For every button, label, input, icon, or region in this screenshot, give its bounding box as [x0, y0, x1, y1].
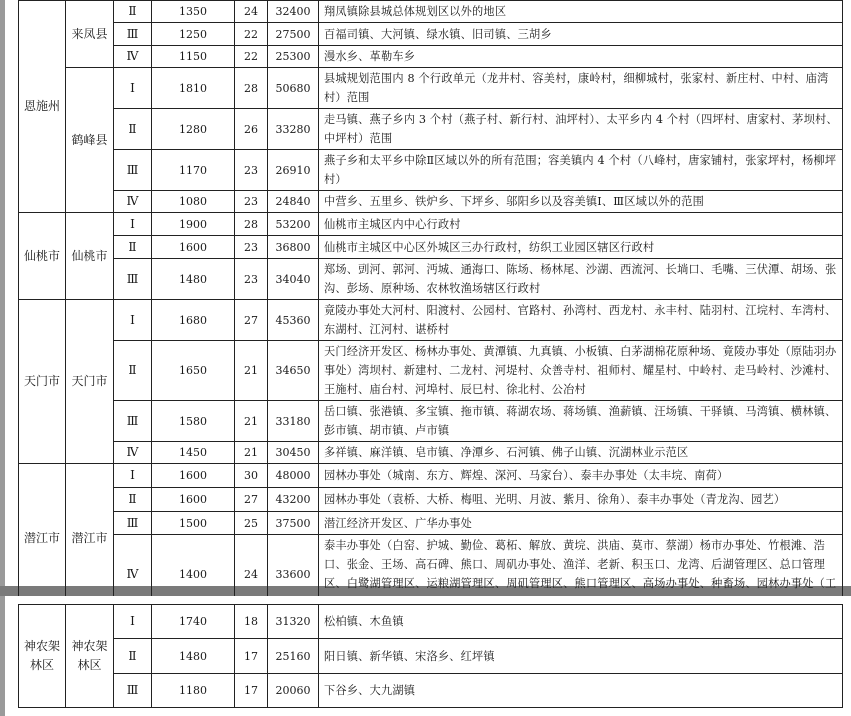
grade-cell: Ⅱ	[114, 488, 152, 512]
table-row	[19, 605, 843, 639]
grade-cell: Ⅳ	[114, 442, 152, 464]
grade-cell: Ⅲ	[114, 259, 152, 300]
standard-cell: 27500	[268, 23, 319, 46]
grade-cell: Ⅲ	[114, 23, 152, 46]
table-row	[19, 23, 843, 46]
standard-cell: 34650	[268, 341, 319, 401]
table-row	[19, 68, 843, 109]
grade-cell: Ⅰ	[114, 300, 152, 341]
county-cell: 天门市	[66, 300, 114, 464]
table-row	[19, 639, 843, 674]
grade-cell: Ⅳ	[114, 46, 152, 68]
multiplier-cell: 23	[235, 150, 268, 191]
standard-cell: 33280	[268, 109, 319, 150]
price-cell: 1600	[152, 488, 235, 512]
area-cell: 天门经济开发区、杨林办事处、黄潭镇、九真镇、小板镇、白茅湖棉花原种场、竟陵办事处（原陆羽办事处）湾坝村、新建村、二龙村、河堤村、众善寺村、祖师村、耀星村、中岭村、走马岭村、沙滩村、王施村、庙台村、河埠村、辰巳村、徐北村、公冶村	[319, 341, 843, 401]
grade-cell: Ⅰ	[114, 213, 152, 236]
multiplier-cell: 18	[235, 605, 268, 639]
area-cell: 竟陵办事处大河村、阳渡村、公园村、官路村、孙湾村、西龙村、永丰村、陆羽村、江垸村、车湾村、东湖村、江河村、谌桥村	[319, 300, 843, 341]
area-cell: 潜江经济开发区、广华办事处	[319, 512, 843, 535]
grade-cell: Ⅱ	[114, 341, 152, 401]
multiplier-cell: 27	[235, 488, 268, 512]
price-cell: 1480	[152, 639, 235, 674]
multiplier-cell: 17	[235, 639, 268, 674]
area-cell: 岳口镇、张港镇、多宝镇、拖市镇、蒋湖农场、蒋场镇、渔薪镇、汪场镇、干驿镇、马湾镇、横林镇、彭市镇、胡市镇、卢市镇	[319, 401, 843, 442]
price-cell: 1450	[152, 442, 235, 464]
standard-cell: 37500	[268, 512, 319, 535]
multiplier-cell: 27	[235, 300, 268, 341]
table-row	[19, 236, 843, 259]
standard-cell: 36800	[268, 236, 319, 259]
table-row	[19, 191, 843, 213]
price-cell: 1180	[152, 674, 235, 708]
prefecture-cell: 潜江市	[19, 464, 66, 614]
price-cell: 1250	[152, 23, 235, 46]
standard-cell: 30450	[268, 442, 319, 464]
grade-cell: Ⅰ	[114, 464, 152, 488]
document-page-2	[0, 596, 851, 716]
area-cell: 走马镇、燕子乡内 3 个村（燕子村、新行村、油坪村）、太平乡内 4 个村（四坪村、唐家村、茅坝村、中坪村）范围	[319, 109, 843, 150]
table-row	[19, 46, 843, 68]
area-cell: 松柏镇、木鱼镇	[319, 605, 843, 639]
area-cell: 园林办事处（城南、东方、辉煌、深河、马家台）、泰丰办事处（太丰垸、南荷）	[319, 464, 843, 488]
area-cell: 郑场、剅河、郭河、沔城、通海口、陈场、杨林尾、沙湖、西流河、长埫口、毛嘴、三伏潭、胡场、张沟、彭场、原种场、农林牧渔场辖区行政村	[319, 259, 843, 300]
grade-cell: Ⅱ	[114, 1, 152, 23]
area-cell: 仙桃市主城区内中心行政村	[319, 213, 843, 236]
table-row	[19, 213, 843, 236]
prefecture-cell: 神农架林区	[19, 605, 66, 708]
grade-cell: Ⅱ	[114, 639, 152, 674]
standard-cell: 43200	[268, 488, 319, 512]
multiplier-cell: 25	[235, 512, 268, 535]
multiplier-cell: 22	[235, 46, 268, 68]
table-row	[19, 401, 843, 442]
multiplier-cell: 23	[235, 191, 268, 213]
area-cell: 翔凤镇除县城总体规划区以外的地区	[319, 1, 843, 23]
grade-cell: Ⅰ	[114, 605, 152, 639]
price-cell: 1900	[152, 213, 235, 236]
multiplier-cell: 17	[235, 674, 268, 708]
multiplier-cell: 24	[235, 535, 268, 614]
multiplier-cell: 28	[235, 68, 268, 109]
area-cell: 百福司镇、大河镇、绿水镇、旧司镇、三胡乡	[319, 23, 843, 46]
county-cell: 来凤县	[66, 1, 114, 68]
standard-cell: 48000	[268, 464, 319, 488]
area-cell: 燕子乡和太平乡中除Ⅱ区域以外的所有范围；容美镇内 4 个村（八峰村，唐家铺村，张家坪村，杨柳坪村）	[319, 150, 843, 191]
county-cell: 潜江市	[66, 464, 114, 614]
standard-cell: 26910	[268, 150, 319, 191]
grade-cell: Ⅱ	[114, 109, 152, 150]
table-row	[19, 442, 843, 464]
price-cell: 1600	[152, 464, 235, 488]
standard-cell: 24840	[268, 191, 319, 213]
standard-cell: 31320	[268, 605, 319, 639]
area-cell: 仙桃市主城区中心区外城区三办行政村，纺织工业园区辖区行政村	[319, 236, 843, 259]
area-cell: 园林办事处（袁桥、大桥、梅咀、光明、月波、紫月、徐角）、泰丰办事处（青龙沟、园艺）	[319, 488, 843, 512]
table-row	[19, 464, 843, 488]
table-row	[19, 1, 843, 23]
table-row	[19, 150, 843, 191]
price-cell: 1580	[152, 401, 235, 442]
multiplier-cell: 30	[235, 464, 268, 488]
price-cell: 1150	[152, 46, 235, 68]
grade-cell: Ⅲ	[114, 401, 152, 442]
table-row	[19, 300, 843, 341]
area-cell: 阳日镇、新华镇、宋洛乡、红坪镇	[319, 639, 843, 674]
grade-cell: Ⅱ	[114, 236, 152, 259]
area-cell: 县城规划范围内 8 个行政单元（龙井村、容美村，康岭村，细柳城村，张家村、新庄村、中村、庙湾村）范围	[319, 68, 843, 109]
standard-cell: 45360	[268, 300, 319, 341]
county-cell: 仙桃市	[66, 213, 114, 300]
multiplier-cell: 23	[235, 259, 268, 300]
area-cell: 下谷乡、大九湖镇	[319, 674, 843, 708]
standard-cell: 50680	[268, 68, 319, 109]
price-cell: 1480	[152, 259, 235, 300]
prefecture-cell: 仙桃市	[19, 213, 66, 300]
area-cell: 漫水乡、革勒车乡	[319, 46, 843, 68]
grade-cell: Ⅳ	[114, 535, 152, 614]
grade-cell: Ⅳ	[114, 191, 152, 213]
price-cell: 1740	[152, 605, 235, 639]
standard-cell: 32400	[268, 1, 319, 23]
table-row	[19, 674, 843, 708]
price-cell: 1650	[152, 341, 235, 401]
grade-cell: Ⅲ	[114, 512, 152, 535]
county-cell: 鹤峰县	[66, 68, 114, 213]
multiplier-cell: 28	[235, 213, 268, 236]
grade-cell: Ⅰ	[114, 68, 152, 109]
price-cell: 1500	[152, 512, 235, 535]
multiplier-cell: 26	[235, 109, 268, 150]
multiplier-cell: 21	[235, 401, 268, 442]
prefecture-cell: 恩施州	[19, 1, 66, 213]
multiplier-cell: 21	[235, 341, 268, 401]
land-compensation-table	[18, 0, 843, 614]
price-cell: 1680	[152, 300, 235, 341]
standard-cell: 33180	[268, 401, 319, 442]
standard-cell: 33600	[268, 535, 319, 614]
grade-cell: Ⅲ	[114, 150, 152, 191]
price-cell: 1080	[152, 191, 235, 213]
table-row	[19, 512, 843, 535]
page-edge	[0, 596, 5, 716]
standard-cell: 53200	[268, 213, 319, 236]
standard-cell: 25300	[268, 46, 319, 68]
area-cell: 中营乡、五里乡、铁炉乡、下坪乡、邬阳乡以及容美镇Ⅰ、Ⅲ区域以外的范围	[319, 191, 843, 213]
multiplier-cell: 22	[235, 23, 268, 46]
price-cell: 1400	[152, 535, 235, 614]
county-cell: 神农架林区	[66, 605, 114, 708]
multiplier-cell: 21	[235, 442, 268, 464]
prefecture-cell: 天门市	[19, 300, 66, 464]
multiplier-cell: 24	[235, 1, 268, 23]
land-compensation-table-continued	[18, 604, 843, 708]
price-cell: 1170	[152, 150, 235, 191]
table-row	[19, 109, 843, 150]
grade-cell: Ⅲ	[114, 674, 152, 708]
standard-cell: 34040	[268, 259, 319, 300]
price-cell: 1280	[152, 109, 235, 150]
page-edge	[0, 0, 5, 586]
price-cell: 1810	[152, 68, 235, 109]
price-cell: 1600	[152, 236, 235, 259]
standard-cell: 25160	[268, 639, 319, 674]
table-row	[19, 341, 843, 401]
area-cell: 泰丰办事处（白窑、护城、勤俭、葛柘、解放、黄垸、洪庙、莫市、蔡湖）杨市办事处、竹根滩、浩口、张金、王场、高石碑、熊口、周矶办事处、渔洋、老新、积玉口、龙湾、后湖管理区、总口管理区、白鹭湖管理区、运粮湖管理区、周矶管理区、熊口管理区、高场办事处、种畜场、园林办事处（工	[319, 535, 843, 614]
area-cell: 多祥镇、麻洋镇、皂市镇、净潭乡、石河镇、佛子山镇、沉湖林业示范区	[319, 442, 843, 464]
price-cell: 1350	[152, 1, 235, 23]
table-row	[19, 259, 843, 300]
table-row	[19, 488, 843, 512]
multiplier-cell: 23	[235, 236, 268, 259]
standard-cell: 20060	[268, 674, 319, 708]
